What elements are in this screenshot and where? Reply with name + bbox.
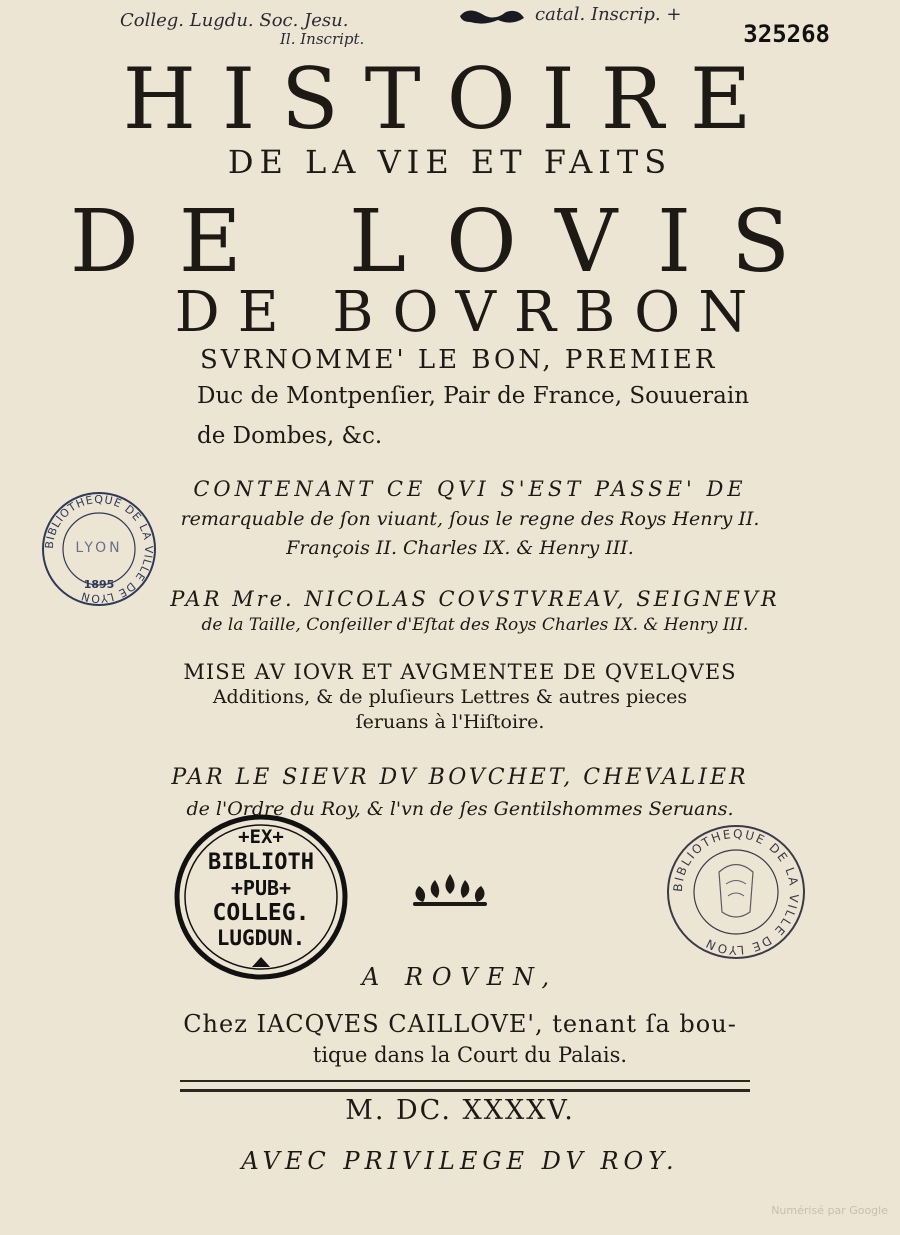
college-stamp-line-4: COLLEG. — [212, 900, 310, 926]
imprint-year: M. DC. XXXXV. — [345, 1095, 575, 1126]
college-stamp-line-3: +PUB+ — [230, 876, 292, 900]
author-line-2: de la Taille, Conſeiller d'Eſtat des Roys Charles IX. & Henry III. — [201, 615, 749, 635]
title-de-la-vie: DE LA VIE ET FAITS — [227, 143, 673, 181]
edition-line-1: MISE AV IOVR ET AVGMENTEE DE QVELQVES — [183, 660, 737, 684]
imprint-privilege: AVEC PRIVILEGE DV ROY. — [241, 1147, 679, 1175]
author-line-1: PAR Mre. NICOLAS COVSTVREAV, SEIGNEVR — [170, 587, 780, 611]
handwritten-note-catal: catal. Inscrip. + — [535, 4, 682, 25]
ink-blot-icon — [458, 6, 526, 26]
college-stamp-line-1: +EX+ — [238, 826, 284, 848]
handwritten-note-college: Colleg. Lugdu. Soc. Jesu. — [120, 10, 349, 31]
title-de-bourbon: DE BOVRBON — [174, 280, 766, 345]
shelfmark-number: 325268 — [743, 20, 830, 48]
handwritten-note-inscript: Il. Inscript. — [280, 30, 365, 48]
title-de-louis: DE LOVIS — [69, 192, 831, 292]
double-rule-divider — [180, 1080, 750, 1092]
stamp-right-ring-text: BIBLIOTHEQUE DE LA VILLE DE LYON — [670, 826, 802, 958]
library-stamp-left — [38, 490, 160, 608]
editor-line-2: de l'Ordre du Roy, & l'vn de ſes Gentilshommes Seruans. — [186, 798, 734, 820]
stamp-left-center: LYON — [75, 540, 123, 556]
edition-line-3: ſeruans à l'Hiſtoire. — [355, 711, 545, 733]
digitization-watermark: Numérisé par Google — [771, 1204, 888, 1217]
imprint-printer: Chez IACQVES CAILLOVE', tenant ſa bou- — [183, 1010, 737, 1038]
college-stamp-line-2: BIBLIOTH — [208, 850, 314, 875]
title-histoire: HISTOIRE — [122, 50, 778, 148]
imprint-place: A ROVEN, — [361, 963, 559, 991]
svg-text:BIBLIOTHEQUE DE LA VILLE DE LY — [671, 827, 801, 957]
editor-line-1: PAR LE SIEVR DV BOVCHET, CHEVALIER — [171, 765, 749, 790]
college-stamp — [172, 812, 350, 982]
title-duc-line: Duc de Montpenſier, Pair de France, Souuerain — [197, 383, 750, 409]
library-stamp-right — [664, 822, 808, 962]
fleuron-ornament-icon — [405, 870, 495, 914]
title-surnomme: SVRNOMME' LE BON, PREMIER — [200, 345, 718, 375]
contents-line-1: CONTENANT CE QVI S'EST PASSE' DE — [193, 477, 747, 501]
stamp-left-ring-text: BIBLIOTHEQUE DE LA VILLE DE LYON — [42, 492, 156, 606]
edition-line-2: Additions, & de pluſieurs Lettres & autres pieces — [212, 686, 688, 708]
contents-line-3: François II. Charles IX. & Henry III. — [286, 537, 634, 559]
contents-line-2: remarquable de ſon viuant, ſous le regne des Roys Henry II. — [180, 508, 760, 530]
title-dombes-line: de Dombes, &c. — [197, 423, 383, 449]
imprint-address: tique dans la Court du Palais. — [312, 1043, 628, 1067]
college-stamp-line-5: LUGDUN. — [216, 926, 306, 950]
stamp-left-year: 1895 — [83, 578, 115, 591]
